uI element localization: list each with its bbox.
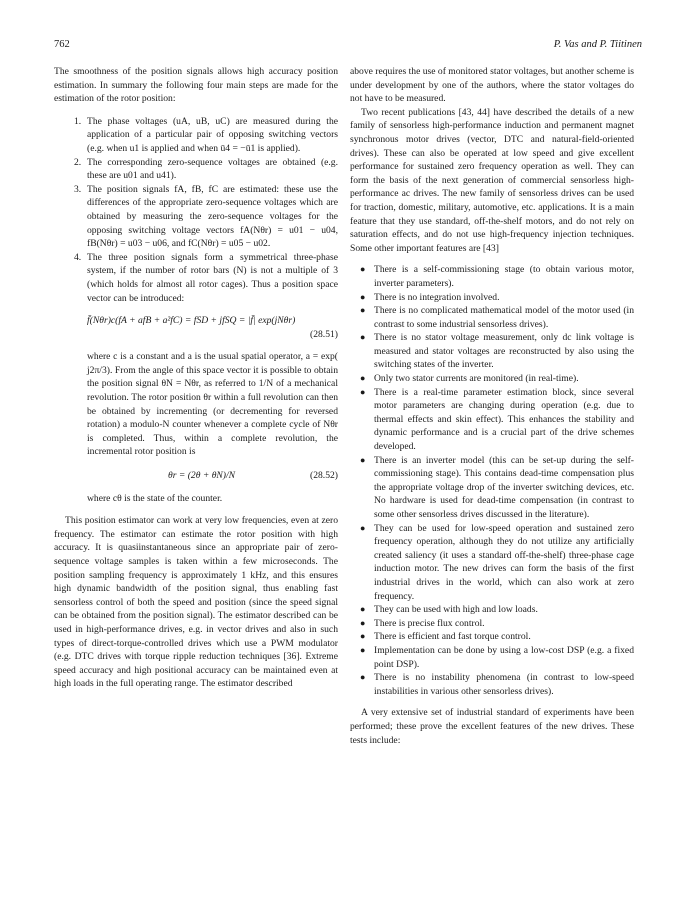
feature-item bbox=[350, 617, 634, 631]
feature-item bbox=[350, 263, 634, 290]
page-number: 762 bbox=[54, 39, 70, 50]
equation-explanation: where c is a constant and a is the usual spatial operator, a = exp( j2π/3). From the angle of this space vector it is possible to obtain the position signal θN = Nθr, as referred to 1/N of a mechanical revolution. The rotor position θr within a full revolution can then be obtained by incrementing (or decrementing for reversed rotation) a modulo-N counter whenever a complete cycle of Nθr is completed. Thus, within a complete revolution, the incremental rotor position is bbox=[87, 351, 338, 458]
equation-number: (28.51) bbox=[310, 328, 338, 340]
feature-text: There is no integration involved. bbox=[374, 291, 500, 303]
bullet-icon: ● bbox=[360, 604, 366, 615]
equation-body: f̄(Nθr)c(fA + afB + a²fC) = fSD + jfSQ = |f̄| exp(jNθr) bbox=[87, 315, 296, 327]
equation-28-51 bbox=[54, 314, 338, 341]
bullet-icon: ● bbox=[360, 644, 366, 655]
feature-text: There is efficient and fast torque control. bbox=[374, 631, 531, 643]
feature-item bbox=[350, 454, 634, 522]
feature-text: There is no stator voltage measurement, only dc link voltage is measured and stator voltages are reconstructed by also using the switching states of the inverter. bbox=[374, 332, 634, 371]
equation-28-52 bbox=[54, 469, 338, 483]
step-number: 3. bbox=[74, 183, 82, 195]
features-list bbox=[350, 263, 634, 698]
step-number: 4. bbox=[74, 251, 82, 263]
feature-text: They can be used with high and low loads. bbox=[374, 604, 538, 616]
step-item bbox=[54, 156, 338, 183]
feature-item bbox=[350, 603, 634, 617]
feature-text: They can be used for low-speed operation and sustained zero frequency operation, although they do not utilize any artificially created saliency (it uses a standard off-the-shelf) three-phase cage induction motor. The new drives can form the basis of the first industrial drives in the world, which can also work at zero frequency. bbox=[374, 522, 634, 602]
step-number: 2. bbox=[74, 156, 82, 168]
bullet-icon: ● bbox=[360, 522, 366, 533]
equation-body: θr = (2θ + θN)/N bbox=[168, 470, 236, 482]
feature-text: There is an inverter model (this can be set-up during the self-commissioning stage). This contains dead-time compensation plus the appropriate voltage drop of the inverter switching devices, etc. No hardware is used for dead-time compensation (in contrast to some other sensorless drives discussed in the literature). bbox=[374, 454, 634, 520]
bullet-icon: ● bbox=[360, 332, 366, 343]
right-column bbox=[350, 65, 634, 747]
continuation-paragraph: above requires the use of monitored stator voltages, but another scheme is under development by one of the authors, where the stator voltages do not have to be measured. bbox=[350, 66, 634, 105]
feature-text: There is a self-commissioning stage (to obtain various motor, inverter parameters). bbox=[374, 264, 634, 289]
step-text: The three position signals form a symmetrical three-phase system, if the number of rotor bars (N) is not a multiple of 3 (which holds for almost all rotor cages). Thus a position space vector can be introduced: bbox=[87, 251, 338, 304]
feature-item bbox=[350, 304, 634, 331]
feature-text: Only two stator currents are monitored (in real-time). bbox=[374, 373, 579, 385]
counter-state-note: where cθ is the state of the counter. bbox=[87, 492, 223, 504]
estimator-paragraph: This position estimator can work at very low frequencies, even at zero frequency. The estimator can estimate the rotor position with high accuracy. It is quasiinstantaneous since an appropriate pair of zero-sequence voltage samples is taken within a few microseconds. The position sampling frequency is approximately 1 kHz, and this ensures high dynamic bandwidth of the position signal, thus enabling fast sensorless control of both the speed and position (since the speed signal can be obtained from the position signal). The estimator described can be used in high-performance drives, e.g. in vector drives and also in such types of direct-torque-controlled drives which use a PWM modulator (e.g. DTC drives with torque ripple reduction techniques [36]. Extreme speed accuracy and high positional accuracy can be maintained even at high loads in the full operating range. The estimator described bbox=[54, 515, 338, 690]
feature-text: Implementation can be done by using a low-cost DSP (e.g. a fixed point DSP). bbox=[374, 644, 634, 670]
feature-text: There is precise flux control. bbox=[374, 617, 485, 629]
feature-item bbox=[350, 291, 634, 305]
step-item bbox=[54, 251, 338, 305]
step-number: 1. bbox=[74, 115, 82, 127]
feature-item bbox=[350, 331, 634, 372]
bullet-icon: ● bbox=[360, 373, 366, 384]
step-text: The phase voltages (uA, uB, uC) are measured during the application of a particular pair of opposing switching vectors (e.g. when u1 is applied and when ū4 = −ū1 is applied). bbox=[87, 115, 338, 154]
step-text: The position signals fA, fB, fC are estimated: these use the differences of the appropriate zero-sequence voltages which are obtained by measuring the zero-sequence voltages for the opposing switching voltage vectors fA(Nθr) = u01 − u04, fB(Nθr) = u03 − u06, and fC(Nθr) = u05 − u02. bbox=[87, 183, 338, 250]
estimation-steps-list bbox=[54, 115, 338, 305]
feature-item bbox=[350, 522, 634, 604]
feature-item bbox=[350, 644, 634, 671]
bullet-icon: ● bbox=[360, 454, 366, 465]
bullet-icon: ● bbox=[360, 264, 366, 275]
step-item bbox=[54, 115, 338, 156]
bullet-icon: ● bbox=[360, 305, 366, 316]
intro-paragraph: The smoothness of the position signals allows high accuracy position estimation. In summary the following four main steps are made for the estimation of the rotor position: bbox=[54, 66, 338, 105]
bullet-icon: ● bbox=[360, 672, 366, 683]
feature-item bbox=[350, 630, 634, 644]
step-item bbox=[54, 183, 338, 251]
feature-item bbox=[350, 671, 634, 698]
bullet-icon: ● bbox=[360, 631, 366, 642]
left-column bbox=[54, 65, 338, 691]
equation-number: (28.52) bbox=[310, 470, 338, 482]
running-head-authors: P. Vas and P. Tiitinen bbox=[553, 39, 642, 50]
bullet-icon: ● bbox=[360, 291, 366, 302]
feature-item bbox=[350, 372, 634, 386]
bullet-icon: ● bbox=[360, 386, 366, 397]
step-text: The corresponding zero-sequence voltages are obtained (e.g. these are u01 and u41). bbox=[87, 156, 338, 182]
feature-text: There is no instability phenomena (in contrast to low-speed instabilities in various other sensorless drives). bbox=[374, 672, 634, 697]
feature-text: There is a real-time parameter estimation block, since several motor parameters are changing during operation (e.g. due to thermal effects and skin effect). This enhances the stability and dynamic performance and is a crucial part of the drive schemes developed. bbox=[374, 386, 634, 453]
feature-text: There is no complicated mathematical model of the motor used (in contrast to some industrial sensorless drives). bbox=[374, 305, 634, 330]
bullet-icon: ● bbox=[360, 617, 366, 628]
publications-paragraph: Two recent publications [43, 44] have described the details of a new family of sensorless high-performance induction and permanent magnet synchronous motor drives (vector, DTC and natural-field-oriented drives). These can also be operated at low speed and give excellent performance for sustained zero frequency operation as well. They can form the basis of the next generation of commercial sensorless high-performance ac drives. The new family of sensorless drives can be used for traction, domestic, military, automotive, etc. applications. It is a main feature that they use standard, off-the-shelf motors, and do not rely on saturation effects, and do not use high-frequency injection techniques. Some other important features are [43] bbox=[350, 106, 634, 254]
running-head bbox=[54, 39, 642, 53]
closing-paragraph: A very extensive set of industrial standard of experiments have been performed; these prove the excellent features of the new drives. These tests include: bbox=[350, 707, 634, 746]
feature-item bbox=[350, 386, 634, 454]
